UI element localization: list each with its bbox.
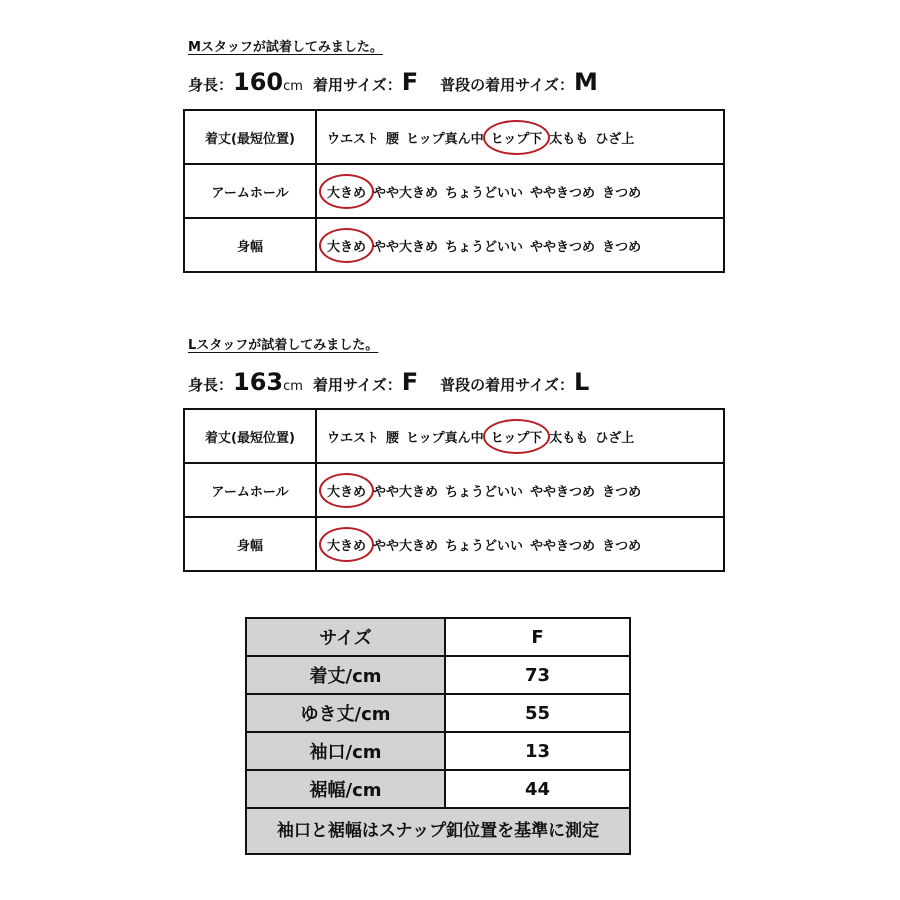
m-size-label: 着用サイズ： [312, 76, 402, 94]
fit-row-label: 着丈(最短位置) [184, 409, 316, 463]
size-note: 袖口と裾幅はスナップ釦位置を基準に測定 [246, 808, 630, 854]
fit-option: ヒップ真ん中 [406, 430, 484, 446]
size-header-value: F [445, 618, 630, 656]
m-height-unit: cm [283, 79, 303, 94]
size-header-label: サイズ [246, 618, 445, 656]
fit-option-selected: 大きめ [327, 236, 366, 255]
fit-option: ちょうどいい [445, 538, 524, 554]
fit-option: ウエスト [327, 131, 380, 147]
l-usual-label: 普段の着用サイズ： [440, 376, 574, 394]
fit-option: 腰 [386, 131, 400, 147]
m-size-value: F [401, 68, 419, 96]
l-height-unit: cm [283, 379, 303, 394]
size-row [246, 770, 630, 808]
m-staff-info [188, 68, 598, 96]
m-usual-label: 普段の着用サイズ： [440, 76, 574, 94]
size-row [246, 694, 630, 732]
size-row-label: ゆき丈/cm [246, 694, 445, 732]
fit-option: やや大きめ [373, 239, 439, 255]
fit-options [316, 110, 724, 164]
fit-option: ちょうどいい [445, 239, 524, 255]
fit-option-selected: ヒップ下 [491, 128, 543, 147]
fit-options [316, 218, 724, 272]
fit-row-width [184, 517, 724, 571]
fit-row-length [184, 409, 724, 463]
size-row-label: 袖口/cm [246, 732, 445, 770]
fit-row-armhole [184, 463, 724, 517]
fit-option: ちょうどいい [445, 185, 524, 201]
l-size-label: 着用サイズ： [312, 376, 402, 394]
size-row-label: 着丈/cm [246, 656, 445, 694]
m-height-label: 身長： [188, 76, 234, 94]
fit-option: きつめ [602, 239, 642, 255]
fit-option: やや大きめ [373, 185, 439, 201]
fit-option: 腰 [386, 430, 400, 446]
l-usual-value: L [573, 368, 590, 396]
size-row [246, 732, 630, 770]
m-staff-title: Mスタッフが試着してみました。 [188, 40, 383, 55]
size-row-value: 44 [445, 770, 630, 808]
fit-row-label: 着丈(最短位置) [184, 110, 316, 164]
m-fit-table [183, 109, 725, 273]
fit-options [316, 164, 724, 218]
fit-options [316, 517, 724, 571]
fit-row-armhole [184, 164, 724, 218]
l-height-value: 163 [233, 368, 284, 396]
l-staff-info [188, 368, 589, 396]
size-row-value: 73 [445, 656, 630, 694]
fit-option: 太もも [549, 430, 589, 446]
fit-option: やや大きめ [373, 484, 439, 500]
fit-option: ややきつめ [530, 484, 596, 500]
fit-row-label: アームホール [184, 463, 316, 517]
fit-options [316, 463, 724, 517]
fit-option-selected: 大きめ [327, 535, 366, 554]
fit-option: ひざ上 [595, 131, 635, 147]
fit-option: きつめ [602, 538, 642, 554]
fit-option: 太もも [549, 131, 589, 147]
fit-row-label: 身幅 [184, 517, 316, 571]
fit-option-selected: 大きめ [327, 481, 366, 500]
size-row-label: 裾幅/cm [246, 770, 445, 808]
size-header-row [246, 618, 630, 656]
size-note-row [246, 808, 630, 854]
size-row-value: 13 [445, 732, 630, 770]
fit-option: ややきつめ [530, 239, 596, 255]
fit-row-label: アームホール [184, 164, 316, 218]
m-height-value: 160 [233, 68, 284, 96]
fit-option: やや大きめ [373, 538, 439, 554]
fit-option: ヒップ真ん中 [406, 131, 484, 147]
fit-option: ややきつめ [530, 538, 596, 554]
fit-row-width [184, 218, 724, 272]
fit-row-length [184, 110, 724, 164]
m-usual-value: M [573, 68, 598, 96]
fit-option-selected: ヒップ下 [491, 427, 543, 446]
l-fit-table [183, 408, 725, 572]
fit-option: ひざ上 [595, 430, 635, 446]
l-size-value: F [401, 368, 419, 396]
l-staff-title: Lスタッフが試着してみました。 [188, 338, 379, 353]
size-row [246, 656, 630, 694]
fit-option-selected: 大きめ [327, 182, 366, 201]
fit-option: ちょうどいい [445, 484, 524, 500]
fit-option: ややきつめ [530, 185, 596, 201]
fit-row-label: 身幅 [184, 218, 316, 272]
fit-option: きつめ [602, 185, 642, 201]
fit-option: ウエスト [327, 430, 380, 446]
fit-options [316, 409, 724, 463]
l-height-label: 身長： [188, 376, 234, 394]
size-table [245, 617, 631, 855]
size-row-value: 55 [445, 694, 630, 732]
fit-option: きつめ [602, 484, 642, 500]
